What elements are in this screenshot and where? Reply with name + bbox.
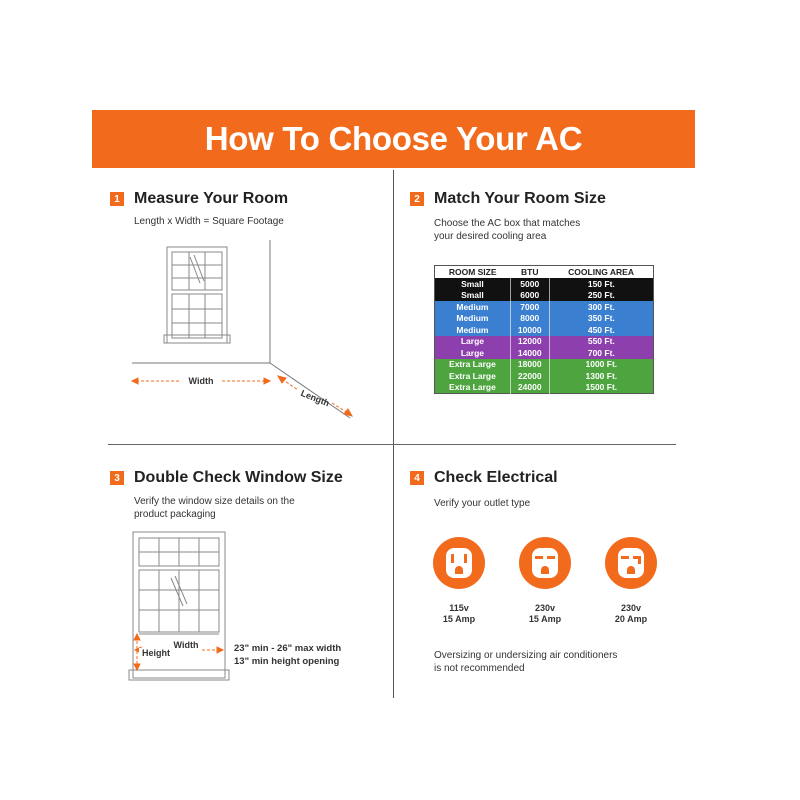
sizing-note: Oversizing or undersizing air conditioners is not recommended [434,650,618,674]
outlet-voltage: 230v [534,603,556,613]
cell-btu: 12000 [510,336,549,348]
cell-room-size: Large [460,347,484,358]
table-row [435,301,654,313]
cell-room-size: Extra Large [449,370,496,381]
header-cooling-area: COOLING AREA [549,266,653,279]
outlet-amp: 15 Amp [528,614,562,624]
cell-room-size: Medium [456,324,489,335]
step-3-description: Verify the window size details on the product packaging [134,496,295,520]
table-row [435,324,654,336]
cell-cooling-area: 250 Ft. [549,290,653,302]
cell-cooling-area: 1300 Ft. [549,370,653,382]
room-width-label: Width [188,376,214,386]
cell-btu: 18000 [510,359,549,371]
step-2-heading [410,190,606,208]
step-3-heading [110,469,343,487]
step-number-badge: 1 [110,192,124,206]
outlet-amp: 20 Amp [614,614,648,624]
step-number-badge: 2 [410,192,424,206]
cell-room-size: Large [460,336,484,347]
window-width-label: Width [173,640,199,650]
table-row [435,290,654,302]
cell-cooling-area: 700 Ft. [549,347,653,359]
outlet-230v-15a [518,536,572,625]
cell-cooling-area: 300 Ft. [549,301,653,313]
cell-btu: 14000 [510,347,549,359]
cell-cooling-area: 1500 Ft. [549,382,653,394]
outlet-115v-icon [432,536,486,590]
table-row [435,382,654,394]
cell-cooling-area: 1000 Ft. [549,359,653,371]
step-4-description: Verify your outlet type [434,498,531,509]
cell-btu: 6000 [510,290,549,302]
outlet-115v [432,536,486,625]
table-header-row [435,266,654,279]
title-banner [92,110,695,168]
cell-btu: 10000 [510,324,549,336]
window-icon [164,247,230,343]
cell-room-size: Extra Large [449,359,496,370]
table-row [435,359,654,371]
cell-cooling-area: 550 Ft. [549,336,653,348]
outlet-230v-20a-icon [604,536,658,590]
ac-size-table [434,265,654,394]
step-title: Measure Your Room [134,190,289,207]
step-4-heading [410,469,558,487]
outlet-230v-20a [604,536,658,625]
step-1-description: Length x Width = Square Footage [134,216,284,227]
step-2-description: Choose the AC box that matches your desired cooling area [434,218,581,242]
table-row [435,347,654,359]
table-row [435,313,654,325]
cell-cooling-area: 350 Ft. [549,313,653,325]
table-row [435,370,654,382]
step-title: Match Your Room Size [434,190,606,207]
cell-cooling-area: 450 Ft. [549,324,653,336]
table-row [435,336,654,348]
outlet-amp: 15 Amp [442,614,476,624]
step-title: Check Electrical [434,469,558,486]
cell-room-size: Medium [456,301,489,312]
step-1-heading [110,190,288,208]
cell-btu: 24000 [510,382,549,394]
cell-room-size: Small [461,278,484,289]
step-title: Double Check Window Size [134,469,343,486]
cell-btu: 7000 [510,301,549,313]
outlet-voltage: 230v [620,603,642,613]
step-number-badge: 4 [410,471,424,485]
cell-room-size: Extra Large [449,382,496,393]
step-number-badge: 3 [110,471,124,485]
horizontal-divider [108,444,676,445]
page-title: How To Choose Your AC [204,120,583,157]
cell-room-size: Medium [456,313,489,324]
cell-cooling-area: 150 Ft. [549,278,653,290]
window-height-label: Height [142,648,170,658]
window-size-illustration [125,530,235,685]
outlet-voltage: 115v [449,603,469,613]
cell-btu: 8000 [510,313,549,325]
room-illustration [120,235,370,430]
table-row [435,278,654,290]
header-btu: BTU [510,266,549,279]
cell-btu: 5000 [510,278,549,290]
window-size-spec: 23" min - 26" max width 13" min height opening [234,643,342,667]
outlet-230v-15a-icon [518,536,572,590]
room-length-label: Length [299,387,331,409]
cell-btu: 22000 [510,370,549,382]
cell-room-size: Small [461,290,484,301]
header-room-size: ROOM SIZE [435,266,511,279]
vertical-divider [393,170,394,698]
